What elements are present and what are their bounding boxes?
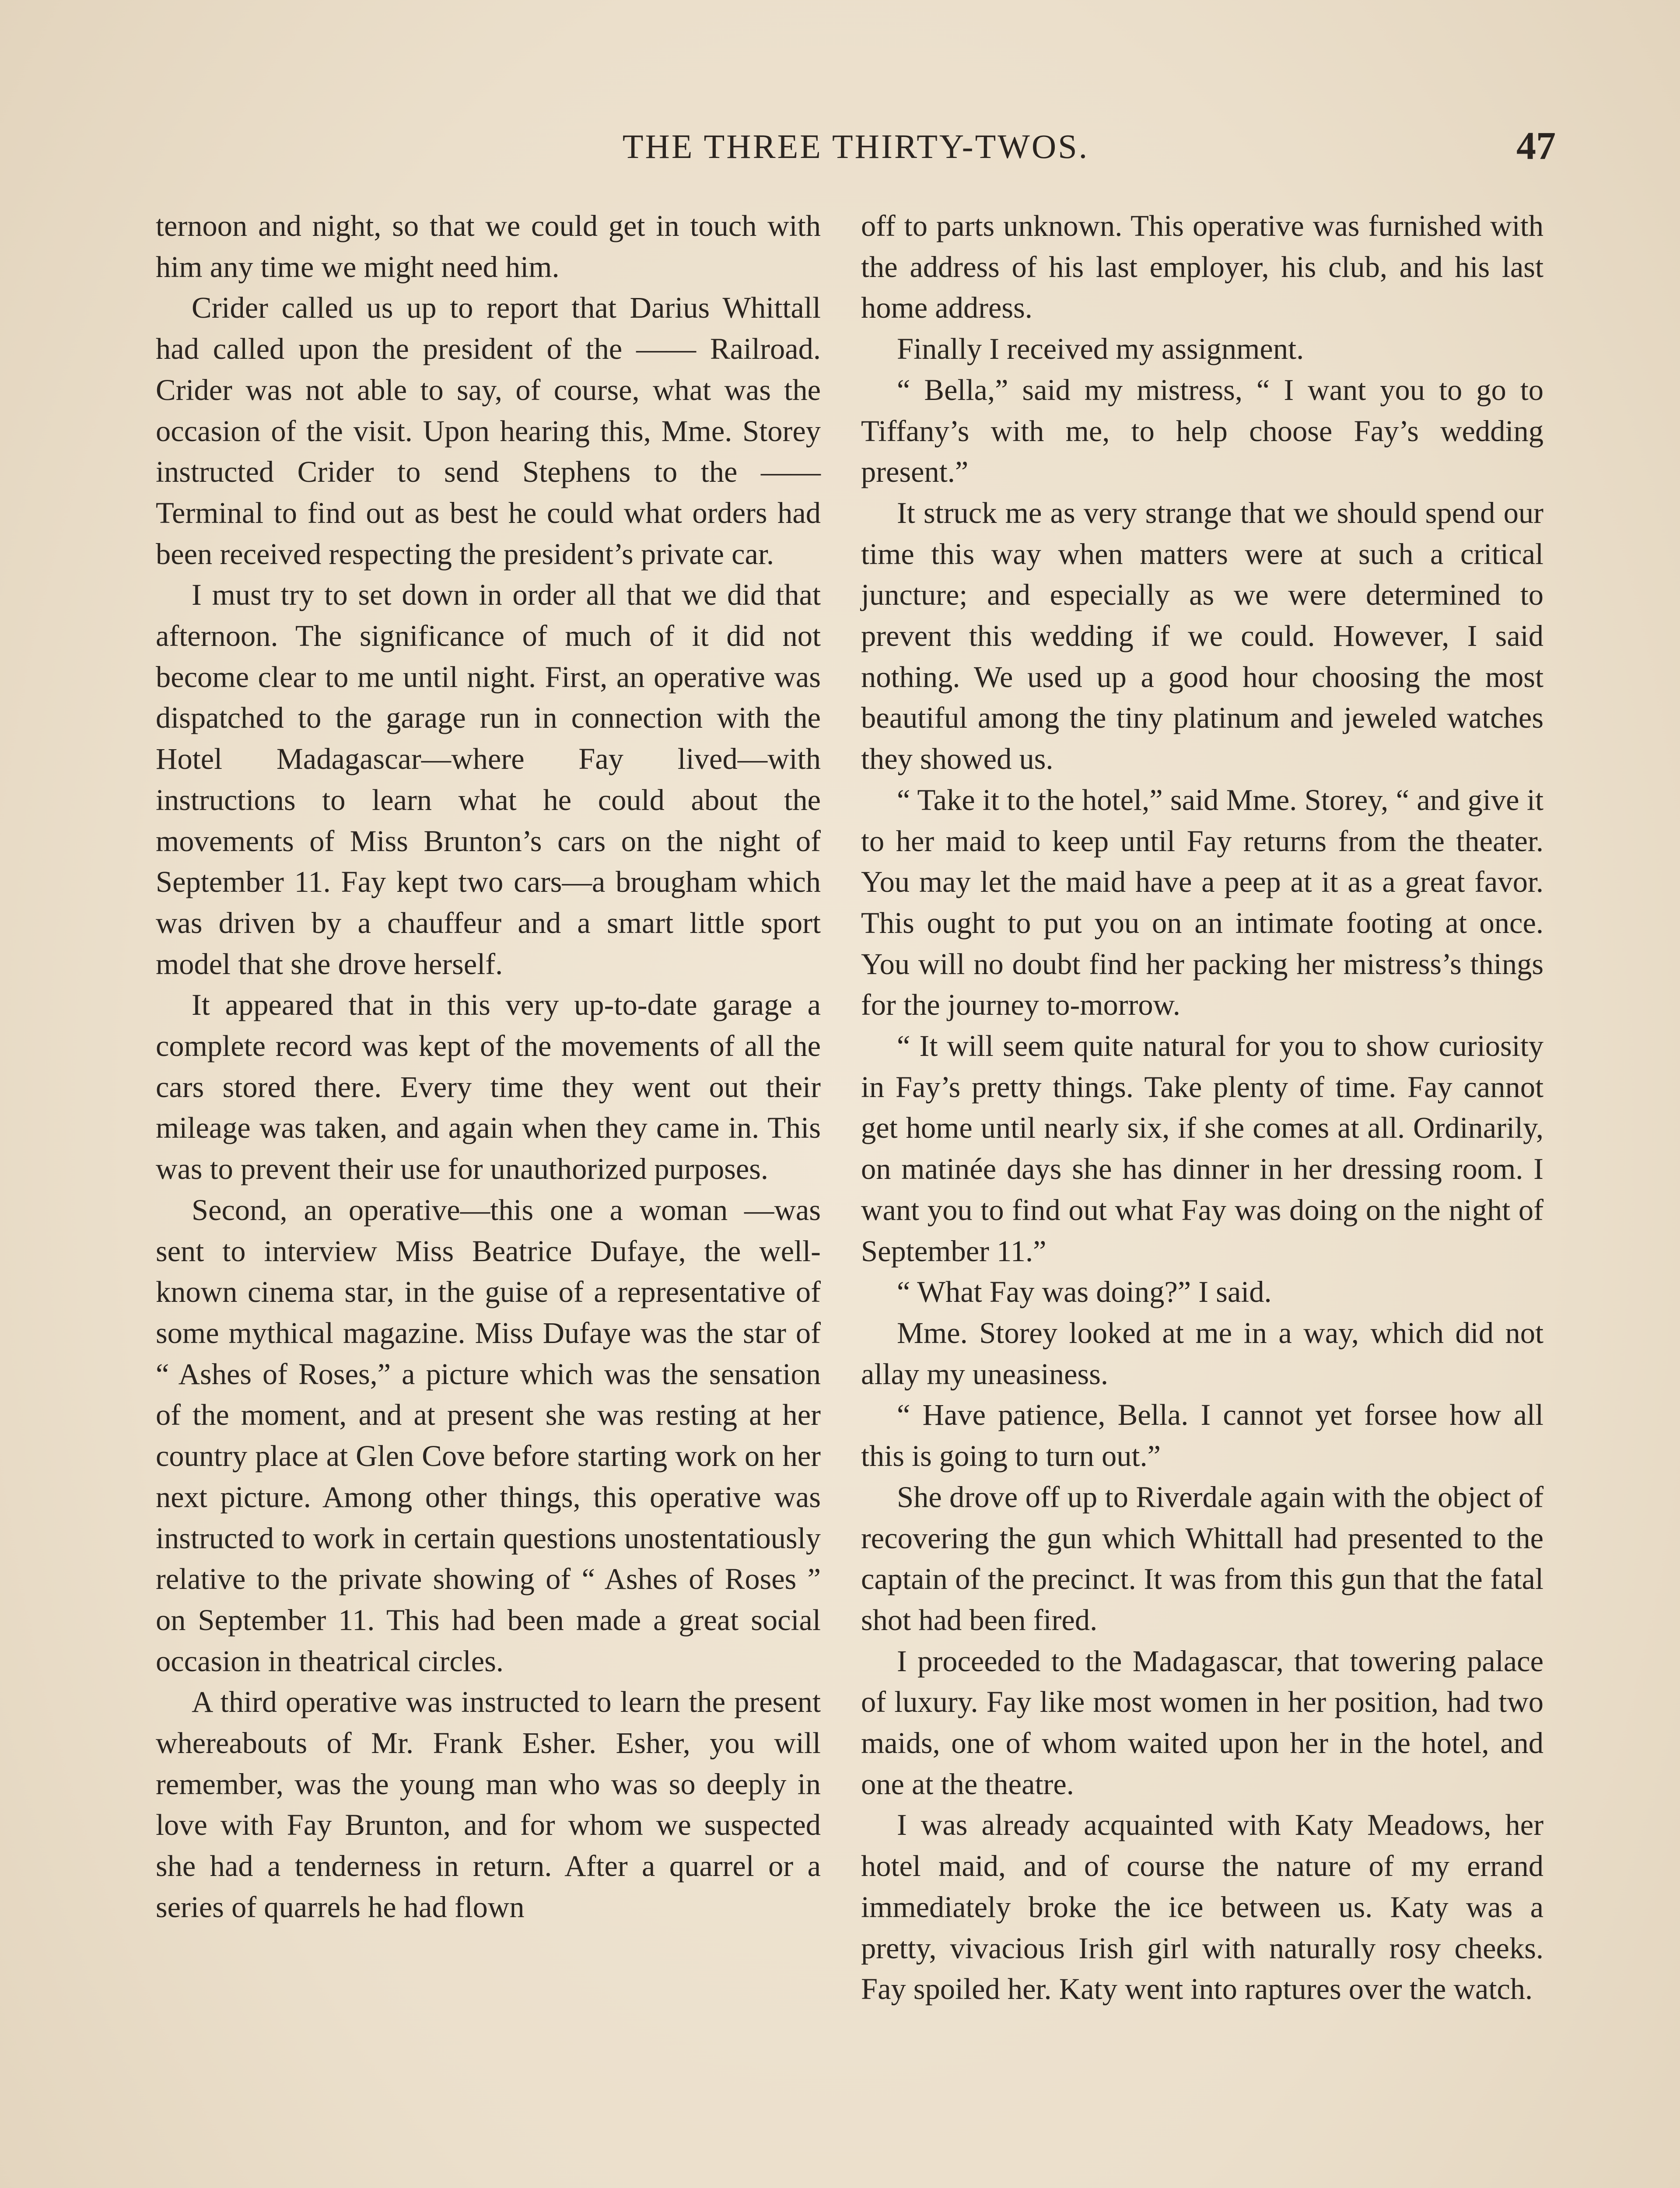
paragraph: off to parts unknown. This operative was furnished with the address of his last employer, his club, and his last home address. xyxy=(861,209,1544,325)
paragraph: Crider called us up to report that Darius Whittall had called upon the president of the —— Railroad. Crider was not able to say, of course, what was the occasion of the visit. Upon hearing this, Mme. Storey instructed Crider to send Stephens to the —— Terminal to find out as best he could what orders had been received respecting the president’s private car. xyxy=(156,291,821,571)
paragraph: She drove off up to Riverdale again with the object of recovering the gun which Whittall had presented to the captain of the precinct. It was from this gun that the fatal shot had been fired. xyxy=(861,1480,1544,1637)
paragraph: Mme. Storey looked at me in a way, which did not allay my uneasiness. xyxy=(861,1316,1544,1391)
paragraph: “ It will seem quite natural for you to show curiosity in Fay’s pretty things. Take plenty of time. Fay cannot get home until nearly six, if she comes at all. Ordinarily, on matinée days she has dinner in her dressing room. I want you to find out what Fay was doing on the night of September 11.” xyxy=(861,1029,1544,1268)
paragraph: I proceeded to the Madagascar, that towering palace of luxury. Fay like most women in her position, had two maids, one of whom waited upon her in the hotel, and one at the theatre. xyxy=(861,1644,1544,1801)
paragraph: ternoon and night, so that we could get in touch with him any time we might need him. xyxy=(156,209,821,284)
paragraph: I was already acquainted with Katy Meadows, her hotel maid, and of course the nature of my errand immediately broke the ice between us. Katy was a pretty, vivacious Irish girl with naturally rosy cheeks. Fay spoiled her. Katy went into raptures over the watch. xyxy=(861,1808,1544,2006)
left-column xyxy=(156,206,821,1928)
paragraph: It appeared that in this very up-to-date garage a complete record was kept of the movements of all the cars stored there. Every time they went out their mileage was taken, and again when they came in. This was to prevent their use for unauthorized purposes. xyxy=(156,988,821,1186)
paragraph: A third operative was instructed to learn the present whereabouts of Mr. Frank Esher. Esher, you will remember, was the young man who was so deeply in love with Fay Brunton, and for whom we suspected she had a tenderness in return. After a quarrel or a series of quarrels he had flown xyxy=(156,1685,821,1924)
paragraph: It struck me as very strange that we should spend our time this way when matters were at such a critical juncture; and especially as we were determined to prevent this wedding if we could. However, I said nothing. We used up a good hour choosing the most beautiful among the tiny platinum and jeweled watches they showed us. xyxy=(861,496,1544,776)
paragraph: Second, an operative—this one a woman —was sent to interview Miss Beatrice Dufaye, the well-known cinema star, in the guise of a representative of some mythical magazine. Miss Dufaye was the star of “ Ashes of Roses,” a picture which was the sensation of the moment, and at present she was resting at her country place at Glen Cove before starting work on her next picture. Among other things, this operative was instructed to work in certain questions unostentatiously relative to the private showing of “ Ashes of Roses ” on September 11. This had been made a great social occasion in theatrical circles. xyxy=(156,1193,821,1678)
page-number: 47 xyxy=(1516,124,1556,168)
paragraph: Finally I received my assignment. xyxy=(897,332,1304,366)
running-header xyxy=(156,124,1556,175)
paragraph: “ Take it to the hotel,” said Mme. Storey, “ and give it to her maid to keep until Fay returns from the theater. You may let the maid have a peep at it as a great favor. This ought to put you on an intimate footing at once. You will no doubt find her packing her mistress’s things for the journey to-morrow. xyxy=(861,783,1544,1022)
running-title: THE THREE THIRTY-TWOS. xyxy=(622,127,1089,165)
paragraph: I must try to set down in order all that we did that afternoon. The significance of much of it did not become clear to me until night. First, an operative was dispatched to the garage run in connection with the Hotel Madagascar—where Fay lived—with instructions to learn what he could about the movements of Miss Brunton’s cars on the night of September 11. Fay kept two cars—a brougham which was driven by a chauffeur and a smart little sport model that she drove herself. xyxy=(156,578,821,981)
right-column xyxy=(861,206,1544,2010)
paragraph: “ Bella,” said my mistress, “ I want you to go to Tiffany’s with me, to help choose Fay’s wedding present.” xyxy=(861,373,1544,489)
paragraph: “ What Fay was doing?” I said. xyxy=(897,1275,1272,1309)
paragraph: “ Have patience, Bella. I cannot yet forsee how all this is going to turn out.” xyxy=(861,1398,1544,1473)
